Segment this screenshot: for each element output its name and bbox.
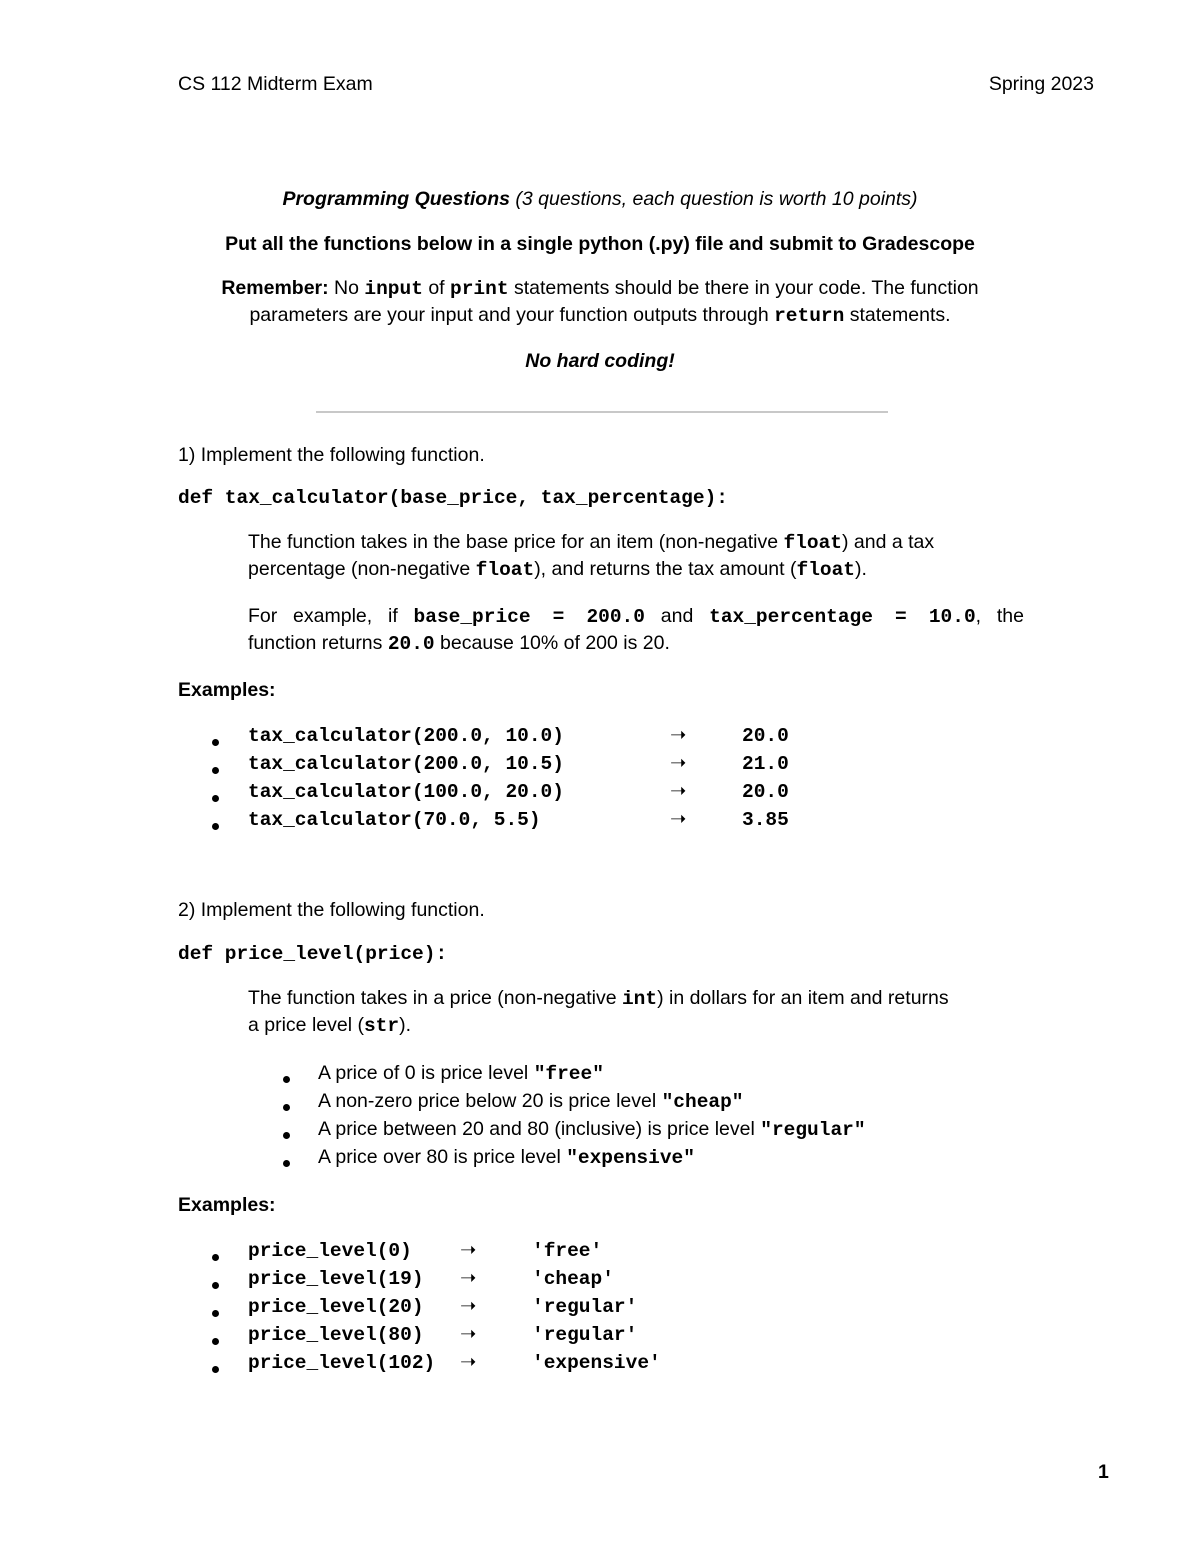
q1-example-result: 20.0 bbox=[742, 725, 789, 747]
arrow-icon: ➝ bbox=[460, 1323, 477, 1345]
q2-example-result: 'expensive' bbox=[532, 1352, 661, 1374]
page-number: 1 bbox=[1098, 1461, 1109, 1483]
q1-signature: def tax_calculator(base_price, tax_percentage): bbox=[178, 487, 728, 509]
q1-example-line-1: For example, if base_price = 200.0 and tax_percentage = 10.0, the bbox=[248, 605, 1024, 628]
q2-rule: A price over 80 is price level "expensive" bbox=[318, 1146, 695, 1169]
arrow-icon: ➝ bbox=[460, 1267, 477, 1289]
q2-rule: A non-zero price below 20 is price level "cheap" bbox=[318, 1090, 744, 1113]
arrow-icon: ➝ bbox=[670, 724, 687, 746]
q1-example-call: tax_calculator(200.0, 10.0) bbox=[248, 725, 564, 747]
q2-example-3-bullet bbox=[212, 1332, 219, 1355]
q2-example-call: price_level(102) bbox=[248, 1352, 436, 1374]
q1-example-result: 20.0 bbox=[742, 781, 789, 803]
header-course: CS 112 Midterm Exam bbox=[178, 73, 373, 95]
q2-example-call: price_level(0) bbox=[248, 1240, 412, 1262]
q1-example-line-2: function returns 20.0 because 10% of 200 is 20. bbox=[248, 632, 670, 655]
q2-rule-3-bullet bbox=[283, 1154, 290, 1177]
q2-example-2-bullet bbox=[212, 1304, 219, 1327]
q1-example-1-bullet bbox=[212, 761, 219, 784]
q2-rule-1-bullet bbox=[283, 1098, 290, 1121]
q1-example-0-bullet bbox=[212, 733, 219, 756]
q2-signature: def price_level(price): bbox=[178, 943, 448, 965]
q1-example-result: 3.85 bbox=[742, 809, 789, 831]
arrow-icon: ➝ bbox=[460, 1351, 477, 1373]
q2-examples-label: Examples: bbox=[178, 1194, 276, 1216]
arrow-icon: ➝ bbox=[670, 808, 687, 830]
no-hard-coding-note: No hard coding! bbox=[525, 350, 675, 372]
section-title: Programming Questions (3 questions, each question is worth 10 points) bbox=[282, 188, 918, 210]
q2-example-result: 'regular' bbox=[532, 1324, 638, 1346]
q2-rule-0-bullet bbox=[283, 1070, 290, 1093]
q1-example-result: 21.0 bbox=[742, 753, 789, 775]
divider bbox=[316, 411, 888, 413]
q2-example-result: 'free' bbox=[532, 1240, 603, 1262]
q1-example-2-bullet bbox=[212, 789, 219, 812]
q1-example-call: tax_calculator(200.0, 10.5) bbox=[248, 753, 564, 775]
q1-examples-label: Examples: bbox=[178, 679, 276, 701]
remember-line-2: parameters are your input and your function outputs through return statements. bbox=[249, 304, 951, 327]
q1-heading: 1) Implement the following function. bbox=[178, 444, 485, 466]
q2-example-0-bullet bbox=[212, 1248, 219, 1271]
q1-desc-line-2: percentage (non-negative float), and returns the tax amount (float). bbox=[248, 558, 867, 581]
q1-desc-line-1: The function takes in the base price for an item (non-negative float) and a tax bbox=[248, 531, 935, 554]
header-term: Spring 2023 bbox=[988, 73, 1094, 95]
q2-example-call: price_level(80) bbox=[248, 1324, 424, 1346]
q2-example-result: 'cheap' bbox=[532, 1268, 614, 1290]
q2-example-4-bullet bbox=[212, 1360, 219, 1383]
arrow-icon: ➝ bbox=[670, 780, 687, 802]
q2-rule-2-bullet bbox=[283, 1126, 290, 1149]
q2-rule: A price of 0 is price level "free" bbox=[318, 1062, 604, 1085]
section-title-bold: Programming Questions bbox=[282, 188, 510, 210]
q2-example-result: 'regular' bbox=[532, 1296, 638, 1318]
remember-line-1: Remember: No input of print statements should be there in your code. The function bbox=[221, 277, 979, 300]
submission-instruction: Put all the functions below in a single python (.py) file and submit to Gradescope bbox=[225, 233, 975, 255]
q2-example-call: price_level(19) bbox=[248, 1268, 424, 1290]
q2-example-1-bullet bbox=[212, 1276, 219, 1299]
q1-example-call: tax_calculator(100.0, 20.0) bbox=[248, 781, 564, 803]
arrow-icon: ➝ bbox=[460, 1295, 477, 1317]
q2-desc-line-1: The function takes in a price (non-negative int) in dollars for an item and returns bbox=[248, 987, 949, 1010]
q1-example-3-bullet bbox=[212, 817, 219, 840]
q1-example-call: tax_calculator(70.0, 5.5) bbox=[248, 809, 541, 831]
q2-desc-line-2: a price level (str). bbox=[248, 1014, 411, 1037]
arrow-icon: ➝ bbox=[670, 752, 687, 774]
q2-example-call: price_level(20) bbox=[248, 1296, 424, 1318]
arrow-icon: ➝ bbox=[460, 1239, 477, 1261]
q2-heading: 2) Implement the following function. bbox=[178, 899, 485, 921]
q2-rule: A price between 20 and 80 (inclusive) is price level "regular" bbox=[318, 1118, 866, 1141]
